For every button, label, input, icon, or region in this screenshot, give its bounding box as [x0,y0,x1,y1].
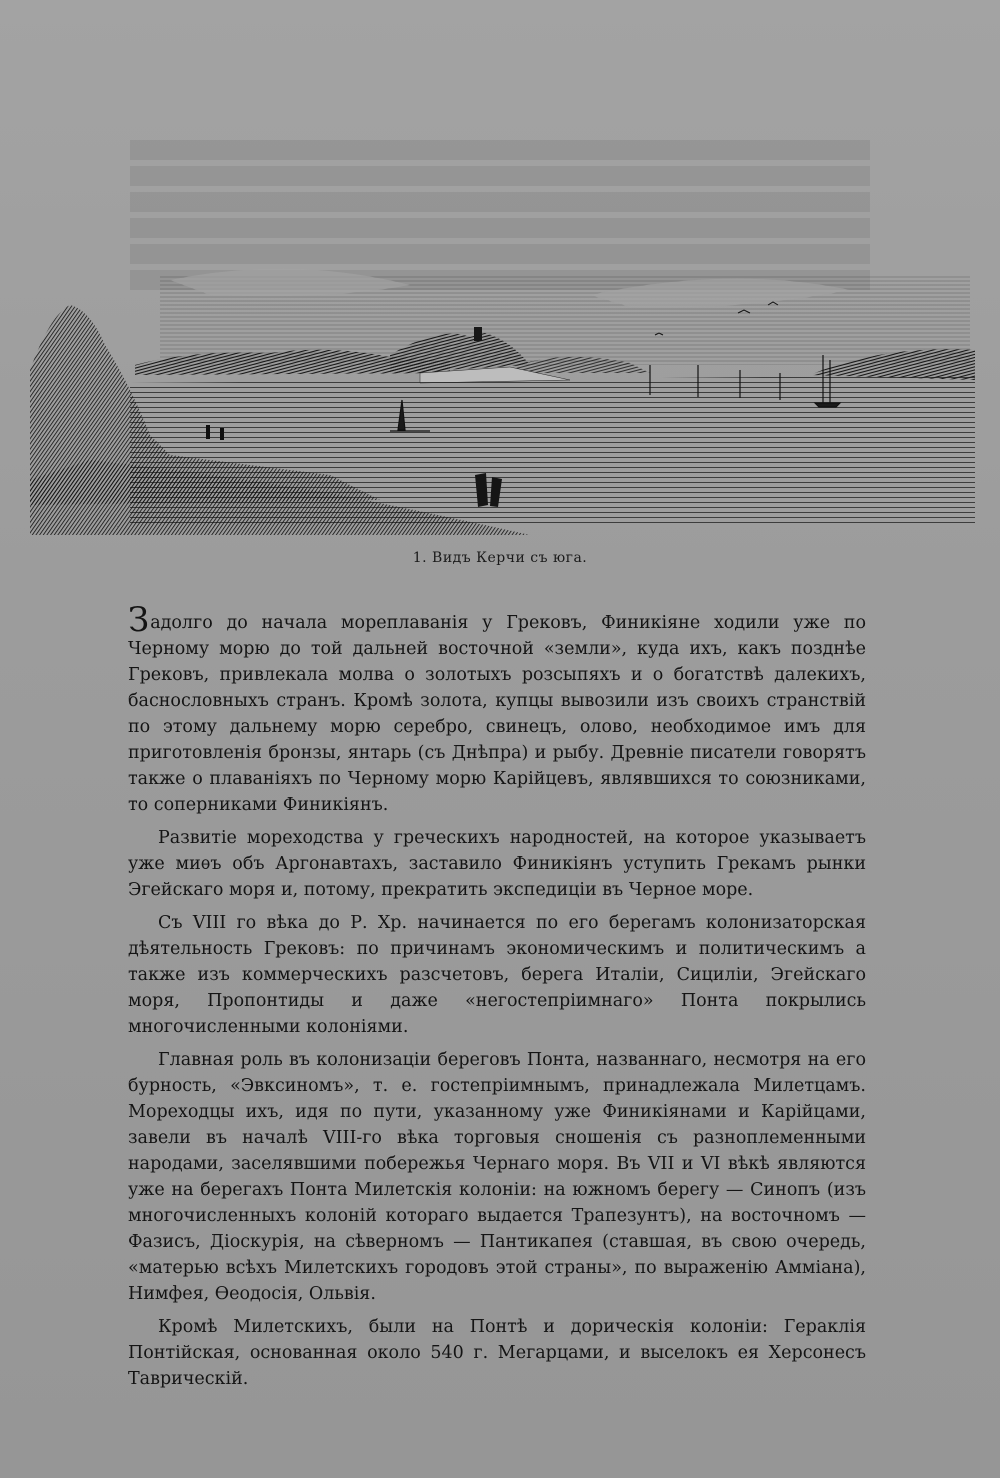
paragraph-3: Съ VIII го вѣка до Р. Хр. начинается по его берегамъ колонизаторская дѣятельность Грековъ: по причинамъ экономическимъ и политическимъ а также изъ коммерческихъ разсчетовъ, берега Италіи, Сициліи, Эгейскаго моря, Пропонтиды и даже «негостепріимнаго» Понта покрылись многочисленными колоніями. [128,913,866,1037]
drop-cap: З [128,600,150,640]
paragraph-5: Кромѣ Милетскихъ, были на Понтѣ и дорическія колоніи: Гераклія Понтійская, основанная около 540 г. Мегарцами, и выселокъ ея Херсонесъ Таврическій. [128,1317,866,1389]
body-text [128,600,866,1399]
paragraph-text: адолго до начала мореплаванія у Грековъ, Финикіяне ходили уже по Черному морю до той дальней восточной «земли», куда ихъ, какъ позднѣе Грековъ, привлекала молва о золотыхъ розсыпяхъ и о богатствѣ далекихъ, баснословныхъ странъ. Кромѣ золота, купцы вывозили изъ своихъ странствій по этому дальнему морю серебро, свинецъ, олово, необходимое имъ для приготовленія бронзы, янтарь (съ Днѣпра) и рыбу. Древніе писатели говорятъ также о плаваніяхъ по Черному морю Карійцевъ, являвшихся то союзниками, то соперниками Финикіянъ. [128,613,866,815]
kerch-view-engraving [30,255,980,540]
paragraph-2: Развитіе мореходства у греческихъ народностей, на которое указываетъ уже миѳъ объ Аргонавтахъ, заставило Финикіянъ уступить Грекамъ рынки Эгейскаго моря и, потому, прекратить экспедиціи въ Черное море. [128,828,866,900]
figure-caption: 1. Видъ Керчи съ юга. [412,550,588,566]
paragraph-1 [128,600,866,818]
paragraph-4: Главная роль въ колонизаціи береговъ Понта, названнаго, несмотря на его бурность, «Эвксиномъ», т. е. гостепріимнымъ, принадлежала Милетцамъ. Мореходцы ихъ, идя по пути, указанному уже Финикіянами и Карійцами, завели въ началѣ VIII-го вѣка торговыя сношенія съ разноплеменными народами, заселявшими побережья Чернаго моря. Въ VII и VI вѣкѣ являются уже на берегахъ Понта Милетскія колоніи: на южномъ берегу — Синопъ (изъ многочисленныхъ колоній котораго выдается Трапезунтъ), на восточномъ — Фазисъ, Діоскурія, на сѣверномъ — Пантикапея (ставшая, въ свою очередь, «матерью всѣхъ Милетскихъ городовъ этой страны», по выраженію Амміана), Нимфея, Ѳеодосія, Ольвія. [128,1050,866,1304]
